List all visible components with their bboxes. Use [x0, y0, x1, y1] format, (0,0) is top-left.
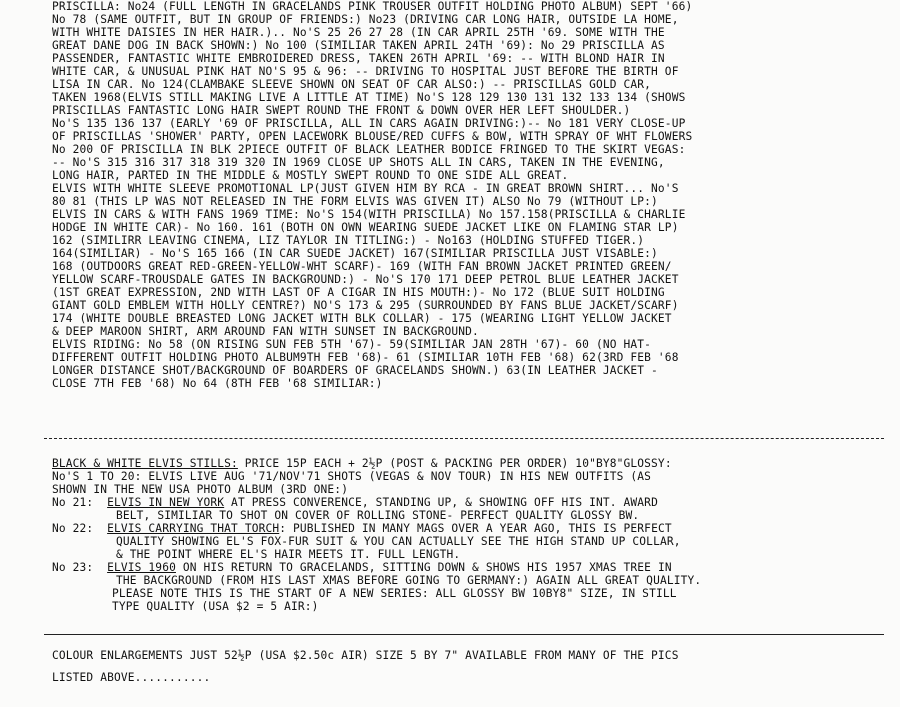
- solid-divider: [44, 634, 884, 635]
- text-line: LONGER DISTANCE SHOT/BACKGROUND OF BOARDERS OF GRACELANDS SHOWN.) 63(IN LEATHER JACKET -: [52, 364, 658, 377]
- text-line: ELVIS RIDING: No 58 (ON RISING SUN FEB 5TH '67)- 59(SIMILIAR JAN 28TH '67)- 60 (NO HAT-: [52, 338, 652, 351]
- item-title: ELVIS IN NEW YORK: [107, 496, 225, 509]
- priscilla-and-elvis-section: [52, 0, 882, 390]
- item-title: ELVIS 1960: [107, 561, 176, 574]
- item-text: AT PRESS CONVERENCE, STANDING UP, & SHOWING OFF HIS INT. AWARD: [224, 496, 658, 509]
- still-item-21: [52, 496, 882, 522]
- text-line: PLEASE NOTE THIS IS THE START OF A NEW SERIES: ALL GLOSSY BW 10BY8" SIZE, IN STILL: [112, 587, 677, 600]
- text-line: QUALITY SHOWING EL'S FOX-FUR SUIT & YOU CAN ACTUALLY SEE THE HIGH STAND UP COLLAR,: [116, 535, 681, 548]
- text-line: GIANT GOLD EMBLEM WITH HOLLY CENTRE?) NO'S 173 & 295 (SURROUNDED BY FANS BLUE JACKET/SCARF): [52, 299, 679, 312]
- item-number: No 23:: [52, 561, 94, 574]
- still-item-first-line: [52, 522, 882, 535]
- still-item-22: [52, 522, 882, 561]
- text-line: WITH WHITE DAISIES IN HER HAIR.).. No'S 25 26 27 28 (IN CAR APRIL 25TH '69. SOME WITH THE: [52, 26, 665, 39]
- text-line: TAKEN 1968(ELVIS STILL MAKING LIVE A LITTLE AT TIME) No'S 128 129 130 131 132 133 134 (SHOWS: [52, 91, 686, 104]
- text-line: HODGE IN WHITE CAR)- No 160. 161 (BOTH ON OWN WEARING SUEDE JACKET LIKE ON FLAMING STAR LP): [52, 221, 679, 234]
- text-line: ELVIS IN CARS & WITH FANS 1969 TIME: No'S 154(WITH PRISCILLA) No 157.158(PRISCILLA & CHARLIE: [52, 208, 686, 221]
- text-line: TYPE QUALITY (USA $2 = 5 AIR:): [112, 600, 319, 613]
- text-line: & DEEP MAROON SHIRT, ARM AROUND FAN WITH SUNSET IN BACKGROUND.: [52, 325, 479, 338]
- text-line: WHITE CAR, & UNUSUAL PINK HAT NO'S 95 & 96: -- DRIVING TO HOSPITAL JUST BEFORE THE BIRTH OF: [52, 65, 679, 78]
- still-item-first-line: [52, 496, 882, 509]
- item-text: : PUBLISHED IN MANY MAGS OVER A YEAR AGO, THIS IS PERFECT: [279, 522, 672, 535]
- text-line: THE BACKGROUND (FROM HIS LAST XMAS BEFORE GOING TO GERMANY:) AGAIN ALL GREAT QUALITY.: [116, 574, 702, 587]
- still-item-23: [52, 561, 882, 613]
- text-line: No 200 OF PRISCILLA IN BLK 2PIECE OUTFIT OF BLACK LEATHER BODICE FRINGED TO THE SKIRT VEGAS:: [52, 143, 686, 156]
- still-item-first-line: [52, 561, 882, 574]
- text-line: COLOUR ENLARGEMENTS JUST 52½P (USA $2.50c AIR) SIZE 5 BY 7" AVAILABLE FROM MANY OF THE PICS: [52, 649, 679, 662]
- item-number: No 22:: [52, 522, 94, 535]
- text-line: SHOWN IN THE NEW USA PHOTO ALBUM (3RD ONE:): [52, 483, 349, 496]
- text-line: (1ST GREAT EXPRESSION, 2ND WITH LAST OF A CIGAR IN HIS MOUTH:)- No 172 (BLUE SUIT HOLDING: [52, 286, 665, 299]
- stills-heading: BLACK & WHITE ELVIS STILLS:: [52, 457, 238, 470]
- text-line: DIFFERENT OUTFIT HOLDING PHOTO ALBUM9TH FEB '68)- 61 (SIMILIAR 10TH FEB '68) 62(3RD FEB '68: [52, 351, 679, 364]
- text-line: CLOSE 7TH FEB '68) No 64 (8TH FEB '68 SIMILIAR:): [52, 377, 383, 390]
- item-text: ON HIS RETURN TO GRACELANDS, SITTING DOWN & SHOWS HIS 1957 XMAS TREE IN: [175, 561, 672, 574]
- stills-heading-line: [52, 457, 882, 470]
- text-line: 168 (OUTDOORS GREAT RED-GREEN-YELLOW-WHT SCARF)- 169 (WITH FAN BROWN JACKET PRINTED GREEN/: [52, 260, 672, 273]
- text-line: No 78 (SAME OUTFIT, BUT IN GROUP OF FRIENDS:) No23 (DRIVING CAR LONG HAIR, OUTSIDE LA HOME,: [52, 13, 679, 26]
- text-line: PASSENDER, FANTASTIC WHITE EMBROIDERED DRESS, TAKEN 26TH APRIL '69: -- WITH BLOND HAIR IN: [52, 52, 665, 65]
- text-line: OF PRISCILLAS 'SHOWER' PARTY, OPEN LACEWORK BLOUSE/RED CUFFS & BOW, WITH SPRAY OF WHT FLOWERS: [52, 130, 693, 143]
- text-line: 164(SIMILIAR) - No'S 165 166 (IN CAR SUEDE JACKET) 167(SIMILIAR PRISCILLA JUST VISABLE:): [52, 247, 658, 260]
- text-line: YELLOW SCARF-TROUSDALE GATES IN BACKGROUND:) - No'S 170 171 DEEP PETROL BLUE LEATHER JACKET: [52, 273, 679, 286]
- text-line: 162 (SIMILIRR LEAVING CINEMA, LIZ TAYLOR IN TITLING:) - No163 (HOLDING STUFFED TIGER.): [52, 234, 645, 247]
- text-line: ELVIS WITH WHITE SLEEVE PROMOTIONAL LP(JUST GIVEN HIM BY RCA - IN GREAT BROWN SHIRT... No'S: [52, 182, 679, 195]
- text-line: LISTED ABOVE...........: [52, 671, 211, 684]
- text-line: LISA IN CAR. No 124(CLAMBAKE SLEEVE SHOWN ON SEAT OF CAR ALSO:) -- PRISCILLAS GOLD CAR,: [52, 78, 652, 91]
- text-line: 174 (WHITE DOUBLE BREASTED LONG JACKET WITH BLK COLLAR) - 175 (WEARING LIGHT YELLOW JACKET: [52, 312, 672, 325]
- text-line: BELT, SIMILIAR TO SHOT ON COVER OF ROLLING STONE- PERFECT QUALITY GLOSSY BW.: [116, 509, 640, 522]
- text-line: PRISCILLA: No24 (FULL LENGTH IN GRACELANDS PINK TROUSER OUTFIT HOLDING PHOTO ALBUM) SEPT '66): [52, 0, 693, 13]
- text-line: & THE POINT WHERE EL'S HAIR MEETS IT. FULL LENGTH.: [116, 548, 461, 561]
- text-line: 80 81 (THIS LP WAS NOT RELEASED IN THE FORM ELVIS WAS GIVEN IT) ALSO No 79 (WITHOUT LP:): [52, 195, 658, 208]
- bw-stills-section: [52, 457, 882, 613]
- text-line: No'S 1 TO 20: ELVIS LIVE AUG '71/NOV'71 SHOTS (VEGAS & NOV TOUR) IN HIS NEW OUTFITS (AS: [52, 470, 652, 483]
- dashed-divider: [44, 438, 884, 439]
- text-line: GREAT DANE DOG IN BACK SHOWN:) No 100 (SIMILIAR TAKEN APRIL 24TH '69): No 29 PRISCILLA AS: [52, 39, 665, 52]
- stills-price: PRICE 15P EACH + 2½P (POST & PACKING PER ORDER) 10"BY8"GLOSSY:: [237, 457, 672, 470]
- item-title: ELVIS CARRYING THAT TORCH: [107, 522, 280, 535]
- colour-enlargements-section: [52, 645, 882, 689]
- text-line: PRISCILLAS FANTASTIC LONG HAIR SWEPT ROUND THE FRONT & DOWN OVER HER LEFT SHOULDER.): [52, 104, 631, 117]
- text-line: -- No'S 315 316 317 318 319 320 IN 1969 CLOSE UP SHOTS ALL IN CARS, TAKEN IN THE EVENING,: [52, 156, 665, 169]
- item-number: No 21:: [52, 496, 94, 509]
- text-line: LONG HAIR, PARTED IN THE MIDDLE & MOSTLY SWEPT ROUND TO ONE SIDE ALL GREAT.: [52, 169, 569, 182]
- text-line: No'S 135 136 137 (EARLY '69 OF PRISCILLA, ALL IN CARS AGAIN DRIVING:)-- No 181 VERY CLOSE-UP: [52, 117, 686, 130]
